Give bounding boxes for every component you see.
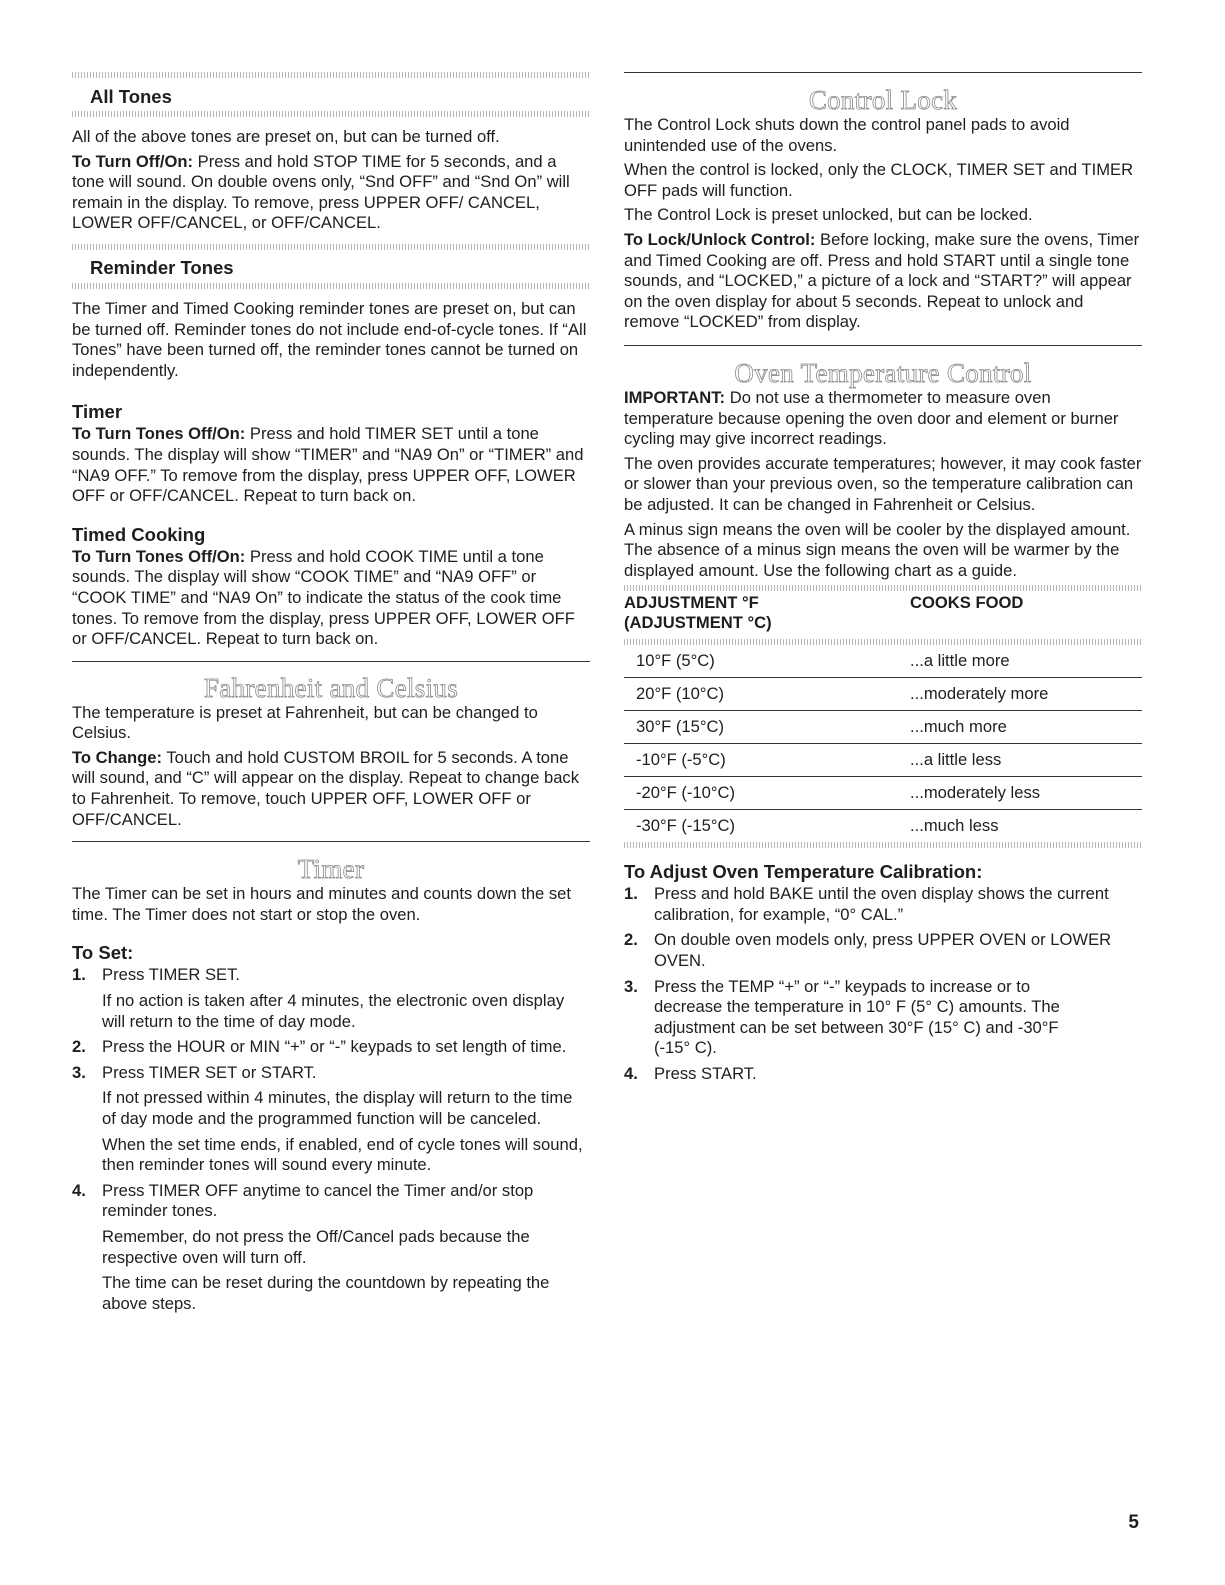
table-cell-cooks-food: ...moderately more	[910, 678, 1142, 711]
table-row	[624, 744, 1142, 777]
paragraph-text: Touch and hold CUSTOM BROIL for 5 seconds. A tone will sound, and “C” will appear on the display. Repeat to change back to Fahrenheit. To remove, touch UPPER OFF, LOWER OFF or OFF/CANCEL.	[72, 747, 580, 829]
paragraph: The Control Lock is preset unlocked, but can be locked.	[624, 205, 1033, 225]
page-number: 5	[1128, 1512, 1139, 1533]
step-text: The time can be reset during the countdown by repeating the above steps.	[102, 1273, 550, 1313]
section-rule	[624, 72, 1142, 73]
paragraph-text: Do not use a thermometer to measure oven temperature because opening the oven door and element or burner cycling may give incorrect readings.	[624, 387, 1119, 449]
table-cell-adjustment: -10°F (-5°C)	[624, 744, 910, 777]
heading-timed-cooking: Timed Cooking	[72, 523, 206, 545]
table-cell-cooks-food: ...moderately less	[910, 777, 1142, 810]
table-cell-adjustment: 30°F (15°C)	[624, 711, 910, 744]
paragraph	[72, 748, 590, 830]
paragraph: The Timer can be set in hours and minutes and counts down the set time. The Timer does not start or stop the oven.	[72, 884, 572, 924]
paragraph-text: Press and hold COOK TIME until a tone sounds. The display will show “COOK TIME” and “NA9 OFF” or “COOK TIME” and “NA9 On” to indicate the status of the cook time tones. To remove from the display, press UPPER OFF, LOWER OFF or OFF/CANCEL. Repeat to turn back on.	[72, 546, 575, 649]
divider	[72, 283, 590, 289]
table-cell-cooks-food: ...a little less	[910, 744, 1142, 777]
paragraph: The temperature is preset at Fahrenheit, but can be changed to Celsius.	[72, 702, 538, 743]
table-row	[624, 645, 1142, 678]
step-number: 2.	[72, 1037, 86, 1057]
left-column	[72, 72, 590, 1319]
table-row	[624, 777, 1142, 810]
list-item	[624, 1064, 1142, 1085]
label: IMPORTANT:	[624, 387, 726, 407]
heading-adjust-calibration: To Adjust Oven Temperature Calibration:	[624, 861, 983, 883]
label: To Turn Tones Off/On:	[72, 546, 246, 566]
step-text: Press TIMER OFF anytime to cancel the Timer and/or stop reminder tones.	[102, 1180, 534, 1221]
column-header-adjustment	[624, 591, 910, 633]
step-text: Press the HOUR or MIN “+” or “-” keypads to set length of time.	[102, 1037, 567, 1057]
step-text: Press TIMER SET or START.	[102, 1062, 317, 1082]
calibration-steps	[624, 884, 1142, 1084]
table-cell-adjustment: -20°F (-10°C)	[624, 777, 910, 810]
paragraph	[72, 152, 590, 234]
label: To Turn Tones Off/On:	[72, 424, 246, 444]
paragraph	[624, 388, 1142, 450]
paragraph: The oven provides accurate temperatures; however, it may cook faster or slower than your previous oven, so the temperature calibration can be adjusted. It can be changed in Fahrenheit or Celsius.	[624, 453, 1142, 514]
step-number: 1.	[72, 965, 86, 985]
subsection-title-reminder-tones: Reminder Tones	[90, 256, 234, 278]
paragraph-text: Press and hold TIMER SET until a tone sounds. The display will show “TIMER” and “NA9 On” or “TIMER” and “NA9 OFF.” To remove from the display, press UPPER OFF, LOWER OFF or OFF/CANCEL. Repeat to turn back on.	[72, 424, 584, 506]
paragraph: All of the above tones are preset on, but can be turned off.	[72, 127, 500, 146]
label: To Change:	[72, 747, 163, 767]
paragraph-text: Before locking, make sure the ovens, Timer and Timed Cooking are off. Press and hold START until a single tone sounds, and “LOCKED,” a picture of a lock and “START?” will appear on the oven display for about 5 seconds. Repeat to unlock and remove “LOCKED” from display.	[624, 229, 1140, 332]
timer-steps	[72, 965, 590, 1314]
list-item	[624, 884, 1142, 925]
list-item	[72, 1063, 590, 1176]
list-item	[624, 977, 1142, 1059]
paragraph	[624, 230, 1142, 333]
label: To Turn Off/On:	[72, 151, 194, 171]
subsection-title-all-tones: All Tones	[90, 86, 172, 107]
table-cell-adjustment: 20°F (10°C)	[624, 678, 910, 711]
step-text: Press and hold BAKE until the oven display shows the current calibration, for example, “0° CAL.”	[654, 884, 1109, 924]
paragraph: A minus sign means the oven will be cooler by the displayed amount. The absence of a minus sign means the oven will be warmer by the displayed amount. Use the following chart as a guide.	[624, 519, 1131, 580]
divider	[72, 244, 590, 250]
section-rule	[624, 345, 1142, 346]
step-text: Press the TEMP “+” or “-” keypads to increase or to decrease the temperature in 10° F (5° C) amounts. The adjustment can be set between 30°F (15° C) and -30°F (-15° C).	[654, 976, 1060, 1058]
label: To Lock/Unlock Control:	[624, 229, 816, 249]
step-text: If no action is taken after 4 minutes, the electronic oven display will return to the time of day mode.	[102, 991, 565, 1031]
step-number: 3.	[72, 1062, 86, 1082]
column-header-cooks-food: COOKS FOOD	[910, 593, 1024, 613]
table-row	[624, 810, 1142, 843]
table-cell-adjustment: 10°F (5°C)	[624, 645, 910, 678]
list-item	[624, 930, 1142, 971]
step-text: If not pressed within 4 minutes, the display will return to the time of day mode and the programmed function will be canceled.	[102, 1088, 573, 1128]
divider	[72, 72, 590, 78]
step-text: When the set time ends, if enabled, end of cycle tones will sound, then reminder tones will sound every minute.	[102, 1134, 583, 1175]
paragraph: When the control is locked, only the CLOCK, TIMER SET and TIMER OFF pads will function.	[624, 160, 1134, 200]
section-title-oven-temperature-control: Oven Temperature Control	[734, 357, 1032, 388]
list-item	[72, 1181, 590, 1315]
table-cell-cooks-food: ...a little more	[910, 645, 1142, 678]
table-cell-cooks-food: ...much more	[910, 711, 1142, 744]
header-line: ADJUSTMENT °F	[624, 593, 759, 613]
step-text: Press TIMER SET.	[102, 965, 240, 985]
heading-timer-tones: Timer	[72, 401, 123, 423]
table-row	[624, 711, 1142, 744]
step-text: On double oven models only, press UPPER OVEN or LOWER OVEN.	[654, 930, 1112, 971]
section-rule	[72, 661, 590, 662]
paragraph: The Control Lock shuts down the control panel pads to avoid unintended use of the ovens.	[624, 115, 1070, 155]
section-title-fahrenheit-celsius: Fahrenheit and Celsius	[203, 672, 459, 703]
paragraph	[72, 547, 590, 650]
calibration-table	[624, 591, 1142, 842]
paragraph: The Timer and Timed Cooking reminder tones are preset on, but can be turned off. Reminder tones do not include end-of-cycle tones. If “All Tones” have been turned off, the reminder tones cannot be turned on independently.	[72, 298, 587, 380]
step-number: 4.	[624, 1064, 638, 1084]
table-header-row	[624, 591, 1142, 633]
paragraph	[72, 424, 590, 506]
divider	[624, 842, 1142, 848]
step-text: Remember, do not press the Off/Cancel pads because the respective oven will turn off.	[102, 1226, 530, 1267]
table-cell-cooks-food: ...much less	[910, 816, 999, 836]
paragraph-text: Press and hold STOP TIME for 5 seconds, and a tone will sound. On double ovens only, “Snd OFF” and “Snd On” will remain in the display. To remove, press UPPER OFF/ CANCEL, LOWER OFF/CANCEL, or OFF/CANCEL.	[72, 151, 570, 233]
divider	[72, 111, 590, 117]
section-title-timer: Timer	[297, 854, 365, 885]
step-number: 4.	[72, 1180, 86, 1200]
step-text: Press START.	[654, 1064, 757, 1084]
step-number: 3.	[624, 976, 638, 996]
header-line: (ADJUSTMENT °C)	[624, 613, 772, 633]
right-column	[624, 72, 1142, 1090]
heading-to-set: To Set:	[72, 942, 134, 964]
table-cell-adjustment: -30°F (-15°C)	[636, 816, 736, 836]
list-item	[72, 965, 590, 1032]
section-title-control-lock: Control Lock	[808, 85, 958, 115]
step-number: 1.	[624, 884, 638, 904]
step-number: 2.	[624, 930, 638, 950]
table-row	[624, 678, 1142, 711]
section-rule	[72, 841, 590, 842]
list-item	[72, 1037, 590, 1058]
